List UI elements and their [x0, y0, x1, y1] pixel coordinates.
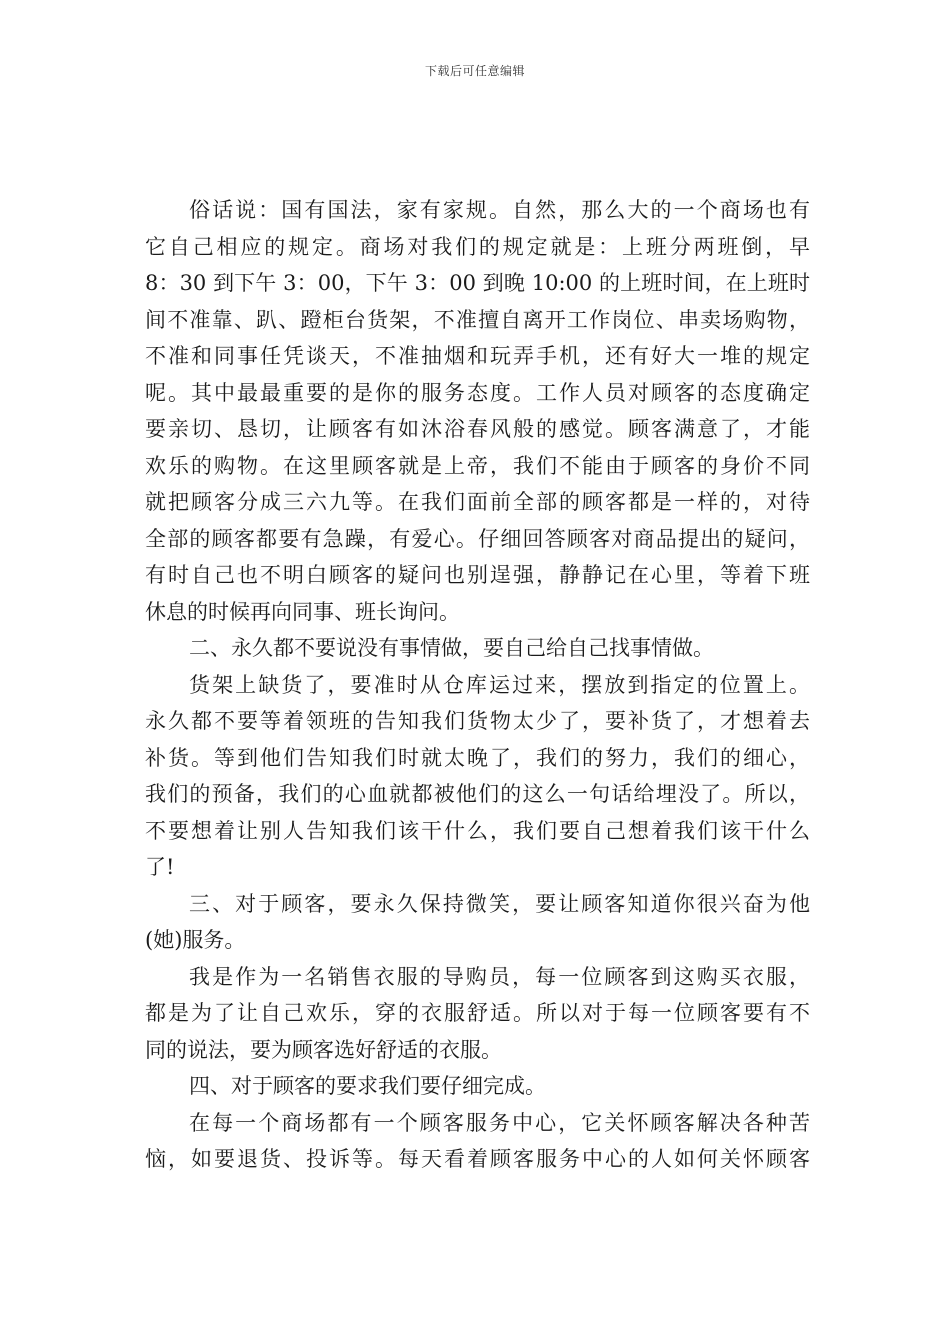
- text-line: 都是为了让自己欢乐，穿的衣服舒适。所以对于每一位顾客要有不: [145, 1001, 810, 1025]
- document-body: [145, 192, 810, 1178]
- text-line: (她)服务。: [145, 928, 246, 952]
- text-line: 欢乐的购物。在这里顾客就是上帝，我们不能由于顾客的身价不同: [145, 453, 810, 478]
- text-line: 货架上缺货了，要准时从仓库运过来，摆放到指定的位置上。: [189, 672, 810, 697]
- text-line: 了!: [145, 855, 175, 879]
- text-line: 二、永久都不要说没有事情做，要自己给自己找事情做。: [189, 636, 714, 660]
- text-line: 我们的预备，我们的心血就都被他们的这么一句话给埋没了。所以，: [145, 782, 810, 806]
- text-line: 恼，如要退货、投诉等。每天看着顾客服务中心的人如何关怀顾客: [145, 1147, 810, 1171]
- text-line: 不要想着让别人告知我们该干什么，我们要自己想着我们该干什么: [145, 818, 810, 843]
- text-line: 8：30 到下午 3：00，下午 3：00 到晚 10:00 的上班时间，在上班时: [145, 271, 810, 295]
- text-line: 要亲切、恳切，让顾客有如沐浴春风般的感觉。顾客满意了，才能: [145, 417, 810, 441]
- text-line: 全部的顾客都要有急躁，有爱心。仔细回答顾客对商品提出的疑问，: [145, 526, 810, 551]
- text-line: 呢。其中最最重要的是你的服务态度。工作人员对顾客的态度确定: [145, 380, 810, 405]
- text-line: 补货。等到他们告知我们时就太晚了，我们的努力，我们的细心，: [145, 745, 810, 770]
- text-line: 在每一个商场都有一个顾客服务中心，它关怀顾客解决各种苦: [189, 1110, 810, 1135]
- text-line: 同的说法，要为顾客选好舒适的衣服。: [145, 1037, 502, 1062]
- text-line: 永久都不要等着领班的告知我们货物太少了，要补货了，才想着去: [145, 709, 810, 733]
- text-line: 就把顾客分成三六九等。在我们面前全部的顾客都是一样的，对待: [145, 490, 810, 514]
- text-line: 四、对于顾客的要求我们要仔细完成。: [189, 1074, 546, 1098]
- text-line: 它自己相应的规定。商场对我们的规定就是：上班分两班倒，早: [145, 234, 810, 259]
- page-header: 下载后可任意编辑: [424, 64, 525, 78]
- text-line: 俗话说：国有国法，家有家规。自然，那么大的一个商场也有: [189, 198, 810, 222]
- text-line: 有时自己也不明白顾客的疑问也别逞强，静静记在心里，等着下班: [145, 563, 810, 587]
- text-line: 三、对于顾客，要永久保持微笑，要让顾客知道你很兴奋为他: [189, 891, 810, 916]
- text-line: 我是作为一名销售衣服的导购员，每一位顾客到这购买衣服，: [189, 964, 810, 989]
- text-line: 不准和同事任凭谈天，不准抽烟和玩弄手机，还有好大一堆的规定: [145, 344, 810, 368]
- text-line: 休息的时候再向同事、班长询问。: [145, 599, 460, 624]
- text-line: 间不准靠、趴、蹬柜台货架，不准擅自离开工作岗位、串卖场购物，: [145, 307, 810, 332]
